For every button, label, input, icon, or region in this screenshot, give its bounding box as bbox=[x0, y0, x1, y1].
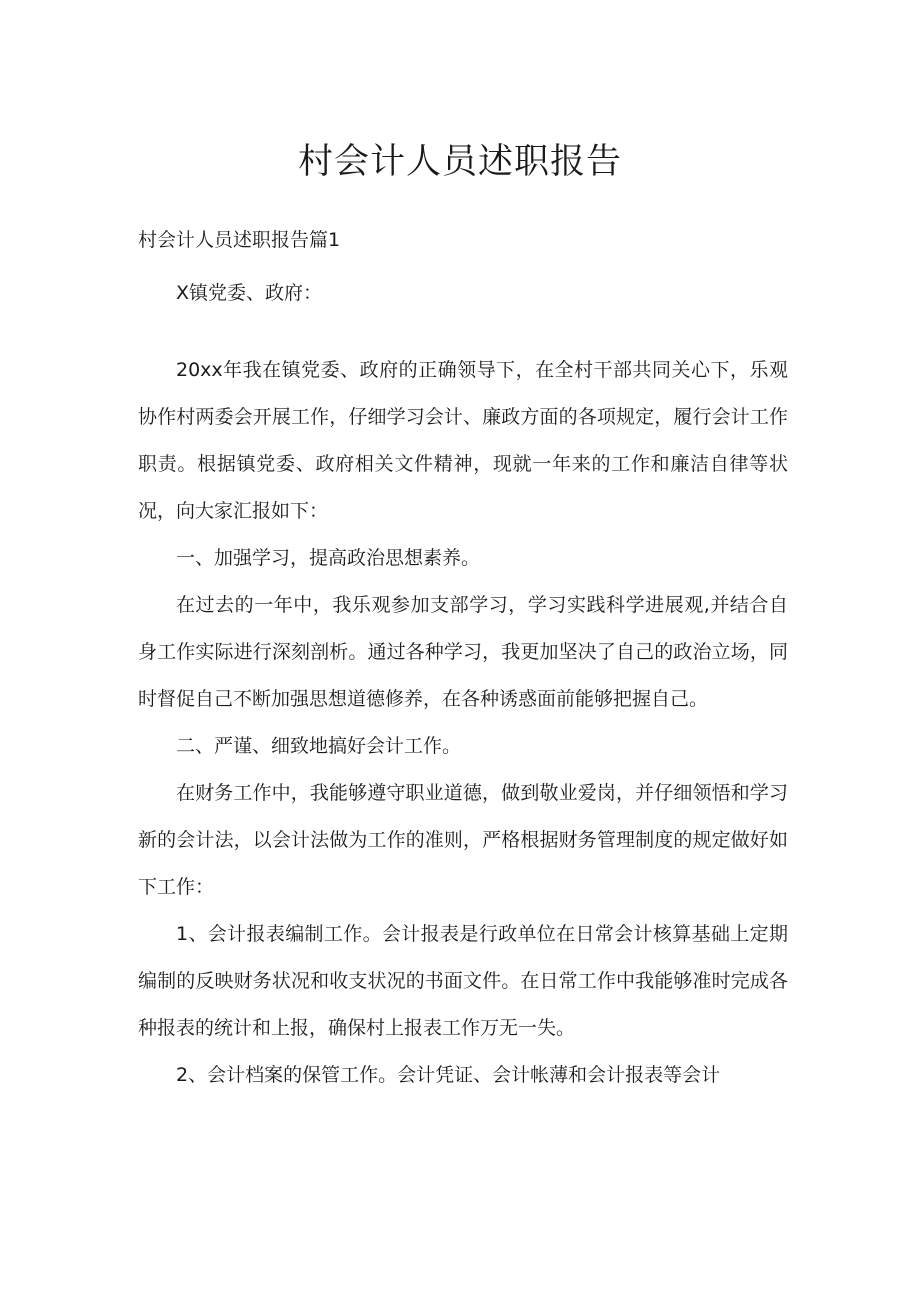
paragraph-item-1: 1、会计报表编制工作。会计报表是行政单位在日常会计核算基础上定期编制的反映财务状况和收支状况的书面文件。在日常工作中我能够准时完成各种报表的统计和上报，确保村上报表工作万无一失。 bbox=[138, 923, 788, 1039]
paragraph-item-2: 2、会计档案的保管工作。会计凭证、会计帐薄和会计报表等会计 bbox=[176, 1064, 721, 1086]
section-heading-1: 一、加强学习，提高政治思想素养。 bbox=[176, 547, 481, 569]
document-body bbox=[138, 347, 788, 1099]
paragraph-study: 在过去的一年中，我乐观参加支部学习，学习实践科学进展观,并结合自身工作实际进行深刻剖析。通过各种学习，我更加坚决了自己的政治立场，同时督促自己不断加强思想道德修养，在各种诱惑面前能够把握自己。 bbox=[138, 594, 788, 710]
paragraph-intro: 20xx年我在镇党委、政府的正确领导下，在全村干部共同关心下，乐观协作村两委会开展工作，仔细学习会计、廉政方面的各项规定，履行会计工作职责。根据镇党委、政府相关文件精神，现就一年来的工作和廉洁自律等状况，向大家汇报如下： bbox=[138, 359, 788, 522]
document-subtitle: 村会计人员述职报告篇1 bbox=[138, 229, 341, 251]
paragraph-finance: 在财务工作中，我能够遵守职业道德，做到敬业爱岗，并仔细领悟和学习新的会计法，以会计法做为工作的准则，严格根据财务管理制度的规定做好如下工作： bbox=[138, 782, 788, 898]
salutation-block bbox=[138, 270, 788, 317]
salutation: X镇党委、政府： bbox=[176, 282, 323, 304]
document-title: 村会计人员述职报告 bbox=[297, 142, 622, 182]
section-heading-2: 二、严谨、细致地搞好会计工作。 bbox=[176, 735, 462, 757]
